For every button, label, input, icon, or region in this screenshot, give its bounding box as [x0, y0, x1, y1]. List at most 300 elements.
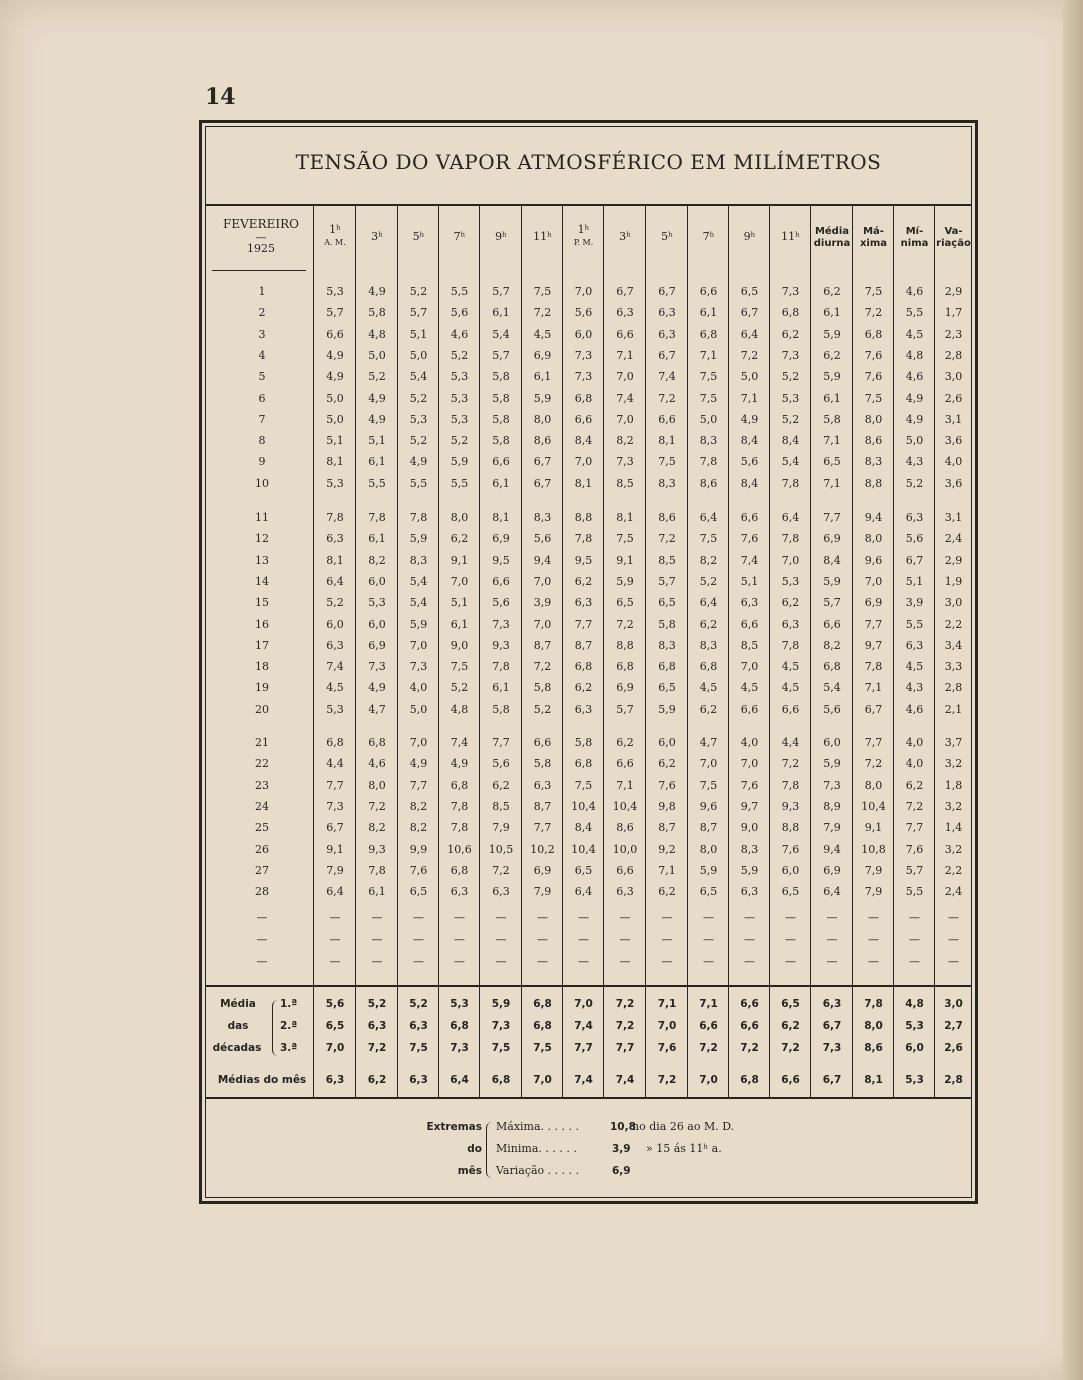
- table-cell: 9,8: [658, 800, 676, 813]
- table-cell: 7,0: [533, 575, 552, 588]
- table-cell: 6,4: [326, 575, 344, 588]
- empty-cell-dash: —: [785, 933, 796, 946]
- table-cell: 7,5: [533, 285, 552, 298]
- decade-cell: 7,7: [615, 1042, 635, 1054]
- table-cell: 5,6: [492, 596, 510, 609]
- table-cell: 2,6: [944, 392, 963, 405]
- table-cell: 6,5: [616, 596, 634, 609]
- table-cell: 7,6: [740, 779, 759, 792]
- table-cell: 7,3: [492, 618, 510, 631]
- table-cell: 9,9: [409, 843, 428, 856]
- month-mean-cell: 7,4: [574, 1074, 593, 1086]
- table-cell: 7,6: [864, 349, 883, 362]
- table-cell: 7,8: [781, 477, 800, 490]
- table-cell: 7,2: [658, 392, 676, 405]
- summary-bottom-rule: [206, 1097, 972, 1099]
- table-cell: 4,9: [450, 757, 469, 770]
- table-cell: 6,3: [533, 779, 552, 792]
- table-cell: 4,8: [905, 349, 924, 362]
- header-variacao-1: Va-: [944, 226, 963, 237]
- day-label: 22: [255, 757, 269, 770]
- decades-label-3: décadas: [212, 1042, 262, 1054]
- table-cell: 8,3: [658, 639, 676, 652]
- table-cell: 6,8: [574, 757, 593, 770]
- table-cell: 7,5: [864, 285, 883, 298]
- table-cell: 2,9: [944, 554, 963, 567]
- header-hour-3: 5ʰ: [412, 230, 425, 243]
- table-cell: 7,5: [864, 392, 883, 405]
- table-cell: 6,6: [616, 757, 634, 770]
- table-cell: 7,2: [533, 660, 552, 673]
- table-cell: 9,3: [368, 843, 386, 856]
- day-label: 7: [258, 413, 266, 426]
- table-cell: 6,6: [616, 864, 634, 877]
- table-cell: 8,0: [699, 843, 718, 856]
- table-cell: 7,0: [864, 575, 883, 588]
- table-cell: 4,9: [409, 757, 428, 770]
- table-cell: 5,5: [905, 885, 924, 898]
- table-cell: 8,3: [409, 554, 428, 567]
- month-mean-cell: 6,8: [740, 1074, 759, 1086]
- day-label: 11: [255, 511, 269, 524]
- table-cell: 7,9: [533, 885, 552, 898]
- table-cell: 6,3: [492, 885, 510, 898]
- extreme-max-value: 10,8: [610, 1121, 636, 1133]
- header-hour-8: 3ʰ: [619, 230, 631, 243]
- header-am: A. M.: [324, 238, 346, 247]
- table-cell: 7,7: [864, 736, 883, 749]
- table-cell: 7,8: [368, 864, 386, 877]
- table-cell: 6,3: [574, 703, 593, 716]
- day-label: 15: [255, 596, 269, 609]
- table-cell: 5,2: [409, 434, 428, 447]
- table-cell: 5,2: [533, 703, 552, 716]
- table-cell: 5,5: [905, 618, 924, 631]
- decade-cell: 7,2: [740, 1042, 759, 1054]
- table-cell: 7,7: [326, 779, 344, 792]
- table-cell: 9,3: [492, 639, 510, 652]
- table-cell: 7,9: [492, 821, 510, 834]
- extreme-min-note: » 15 ás 11ʰ a.: [646, 1142, 722, 1155]
- table-cell: 5,8: [658, 618, 676, 631]
- empty-cell-dash: —: [909, 955, 920, 968]
- table-cell: 9,5: [492, 554, 510, 567]
- table-cell: 6,2: [574, 575, 593, 588]
- day-label: 20: [255, 703, 269, 716]
- table-cell: 8,1: [492, 511, 510, 524]
- table-cell: 5,9: [823, 370, 841, 383]
- table-cell: 6,3: [740, 885, 759, 898]
- table-cell: 7,6: [864, 370, 883, 383]
- table-cell: 6,9: [823, 532, 841, 545]
- table-cell: 7,4: [326, 660, 344, 673]
- empty-cell-dash: —: [744, 955, 755, 968]
- header-variacao-2: riação: [936, 238, 971, 249]
- day-label: 5: [258, 370, 266, 383]
- table-cell: 7,1: [823, 477, 841, 490]
- table-cell: 7,2: [658, 532, 676, 545]
- table-cell: 4,9: [905, 392, 924, 405]
- decade-cell: 7,3: [450, 1042, 469, 1054]
- table-cell: 6,8: [574, 392, 593, 405]
- table-cell: 7,1: [823, 434, 841, 447]
- table-cell: 9,1: [616, 554, 634, 567]
- extremes-label-3: mês: [457, 1165, 482, 1177]
- table-cell: 4,5: [905, 328, 924, 341]
- table-cell: 5,4: [409, 370, 428, 383]
- table-cell: 5,3: [326, 285, 344, 298]
- decade-cell: 7,2: [699, 1042, 718, 1054]
- extreme-var-label: Variação . . . . .: [496, 1164, 580, 1177]
- table-cell: 6,6: [781, 703, 800, 716]
- table-cell: 7,2: [781, 757, 800, 770]
- table-cell: 7,6: [658, 779, 676, 792]
- table-cell: 10,2: [530, 843, 555, 856]
- table-cell: 5,0: [740, 370, 759, 383]
- table-cell: 7,2: [368, 800, 386, 813]
- table-cell: 5,6: [450, 306, 469, 319]
- month-mean-cell: 5,3: [905, 1074, 924, 1086]
- table-cell: 4,0: [409, 681, 428, 694]
- table-cell: 7,0: [533, 618, 552, 631]
- table-cell: 6,3: [616, 885, 634, 898]
- table-cell: 8,1: [326, 554, 344, 567]
- table-cell: 6,4: [699, 511, 718, 524]
- table-cell: 8,1: [574, 477, 593, 490]
- table-cell: 7,8: [409, 511, 428, 524]
- table-cell: 7,2: [533, 306, 552, 319]
- header-hour-10: 7ʰ: [702, 230, 715, 243]
- table-cell: 6,8: [326, 736, 344, 749]
- month-mean-cell: 6,4: [450, 1074, 469, 1086]
- extreme-min-label: Minima. . . . . .: [496, 1142, 577, 1155]
- table-cell: 8,3: [658, 477, 676, 490]
- month-mean-cell: 7,2: [657, 1074, 677, 1086]
- table-cell: 8,8: [616, 639, 634, 652]
- day-label: 8: [258, 434, 266, 447]
- table-cell: 7,5: [574, 779, 593, 792]
- header-hour-5: 9ʰ: [495, 230, 507, 243]
- table-cell: 9,7: [740, 800, 759, 813]
- table-cell: 6,2: [492, 779, 510, 792]
- header-hour-7: 1ʰ: [577, 223, 590, 236]
- table-cell: 6,6: [492, 455, 510, 468]
- table-cell: 7,9: [864, 885, 883, 898]
- table-cell: 5,0: [368, 349, 386, 362]
- table-cell: 4,9: [905, 413, 924, 426]
- table-cell: 6,0: [368, 618, 386, 631]
- empty-cell-dash: —: [909, 933, 920, 946]
- table-cell: 4,9: [740, 413, 759, 426]
- extremes-brace: [486, 1122, 493, 1178]
- table-cell: 8,5: [740, 639, 759, 652]
- table-cell: 6,2: [616, 736, 634, 749]
- table-cell: 7,7: [409, 779, 428, 792]
- table-cell: 4,9: [409, 455, 428, 468]
- empty-cell-dash: —: [826, 933, 838, 946]
- decades-label-2: das: [227, 1020, 249, 1032]
- table-cell: 7,5: [699, 392, 718, 405]
- table-cell: 8,8: [574, 511, 593, 524]
- table-cell: 6,6: [492, 575, 510, 588]
- table-cell: 6,0: [326, 618, 344, 631]
- table-cell: 6,4: [823, 885, 841, 898]
- table-cell: 4,3: [905, 455, 924, 468]
- table-cell: 5,2: [781, 370, 800, 383]
- table-cell: 5,9: [616, 575, 634, 588]
- decade-cell: 7,1: [699, 998, 718, 1010]
- table-cell: 6,8: [368, 736, 386, 749]
- header-year: 1925: [247, 242, 275, 255]
- table-cell: 8,4: [781, 434, 800, 447]
- empty-cell-dash: —: [826, 955, 838, 968]
- decade-cell: 6,8: [533, 1020, 552, 1032]
- table-cell: 8,7: [533, 800, 552, 813]
- table-cell: 7,0: [409, 736, 428, 749]
- day-label: 27: [255, 864, 269, 877]
- decade-cell: 6,5: [781, 998, 800, 1010]
- day-label: 9: [258, 455, 266, 468]
- table-title: TENSÃO DO VAPOR ATMOSFÉRICO EM MILÍMETROS: [295, 150, 882, 174]
- table-cell: 7,1: [616, 349, 634, 362]
- table-cell: 8,4: [574, 821, 593, 834]
- decade-cell: 7,1: [657, 998, 677, 1010]
- table-cell: 8,0: [864, 532, 883, 545]
- table-cell: 7,8: [450, 821, 469, 834]
- table-cell: 8,6: [864, 434, 883, 447]
- table-cell: 5,6: [574, 306, 593, 319]
- table-cell: 6,0: [574, 328, 593, 341]
- table-cell: 6,6: [533, 736, 552, 749]
- table-cell: 7,8: [326, 511, 344, 524]
- table-cell: 6,5: [658, 681, 676, 694]
- decade-cell: 7,5: [533, 1042, 552, 1054]
- page-edge: [1063, 0, 1083, 1380]
- table-cell: 8,4: [574, 434, 593, 447]
- table-cell: 9,0: [450, 639, 469, 652]
- empty-cell-dash: —: [329, 911, 341, 924]
- table-cell: 7,7: [905, 821, 924, 834]
- table-cell: 5,1: [409, 328, 428, 341]
- decade-ordinal: 2.ª: [280, 1020, 298, 1032]
- table-cell: 6,8: [864, 328, 883, 341]
- header-hour-4: 7ʰ: [453, 230, 466, 243]
- table-cell: 9,6: [864, 554, 883, 567]
- table-cell: 8,2: [409, 800, 428, 813]
- table-cell: 8,0: [864, 779, 883, 792]
- decade-cell: 7,8: [864, 998, 883, 1010]
- table-cell: 6,7: [533, 477, 552, 490]
- decade-cell: 5,3: [905, 1020, 924, 1032]
- table-cell: 7,0: [409, 639, 428, 652]
- table-cell: 7,5: [699, 532, 718, 545]
- decade-cell: 7,2: [367, 1042, 387, 1054]
- table-cell: 5,1: [326, 434, 344, 447]
- table-cell: 1,8: [944, 779, 963, 792]
- header-hour-12: 11ʰ: [781, 230, 800, 243]
- title-bottom-rule: [206, 204, 972, 206]
- month-mean-cell: 6,8: [491, 1074, 511, 1086]
- table-cell: 10,5: [488, 843, 514, 856]
- day-label: 2: [258, 306, 266, 319]
- table-cell: 7,0: [574, 285, 593, 298]
- month-mean-cell: 7,4: [615, 1074, 635, 1086]
- empty-cell-dash: —: [454, 955, 465, 968]
- decade-cell: 6,3: [367, 1020, 387, 1032]
- header-minima-1: Mí-: [905, 226, 924, 237]
- table-cell: 8,1: [326, 455, 344, 468]
- table-cell: 5,3: [450, 370, 469, 383]
- header-minima-2: nima: [900, 238, 929, 249]
- day-label: 10: [255, 477, 269, 490]
- table-cell: 6,2: [450, 532, 469, 545]
- header-dash: —: [255, 231, 267, 244]
- table-cell: 6,4: [740, 328, 759, 341]
- table-cell: 4,6: [450, 328, 469, 341]
- table-cell: 6,9: [533, 349, 552, 362]
- decade-cell: 6,3: [409, 1020, 428, 1032]
- table-cell: 8,5: [658, 554, 676, 567]
- day-label: 3: [258, 328, 266, 341]
- empty-cell-dash: —: [454, 911, 465, 924]
- empty-cell-dash: —: [948, 933, 959, 946]
- table-cell: 6,3: [658, 328, 676, 341]
- table-cell: 5,5: [450, 285, 469, 298]
- header-underline: [212, 270, 306, 271]
- table-cell: 2,4: [944, 885, 963, 898]
- table-cell: 5,1: [450, 596, 469, 609]
- month-mean-cell: 7,0: [533, 1074, 552, 1086]
- table-cell: 6,2: [699, 703, 718, 716]
- table-cell: 7,8: [781, 639, 800, 652]
- header-media-1: Média: [814, 226, 850, 237]
- table-cell: 4,4: [781, 736, 800, 749]
- table-cell: 5,8: [492, 392, 510, 405]
- decade-cell: 7,5: [409, 1042, 428, 1054]
- table-cell: 5,1: [905, 575, 924, 588]
- empty-cell-dash: —: [329, 955, 341, 968]
- table-cell: 6,3: [781, 618, 800, 631]
- empty-cell-dash: —: [537, 911, 548, 924]
- decade-ordinal: 3.ª: [280, 1042, 298, 1054]
- table-cell: 4,5: [905, 660, 924, 673]
- table-cell: 4,6: [905, 370, 924, 383]
- table-cell: 5,6: [740, 455, 759, 468]
- table-cell: 5,7: [409, 306, 428, 319]
- table-cell: 6,8: [574, 660, 593, 673]
- decade-cell: 6,2: [781, 1020, 800, 1032]
- table-cell: 5,9: [740, 864, 759, 877]
- empty-cell-dash: —: [703, 955, 714, 968]
- month-mean-cell: 6,2: [367, 1074, 387, 1086]
- table-cell: 7,0: [450, 575, 469, 588]
- empty-cell-dash: —: [619, 911, 631, 924]
- table-cell: 7,0: [616, 413, 634, 426]
- empty-cell-dash: —: [619, 933, 631, 946]
- decade-cell: 5,3: [450, 998, 469, 1010]
- empty-cell-dash: —: [948, 911, 959, 924]
- table-cell: 7,0: [781, 554, 800, 567]
- table-cell: 6,2: [699, 618, 718, 631]
- table-cell: 7,5: [450, 660, 469, 673]
- table-cell: 8,0: [450, 511, 469, 524]
- table-cell: 5,3: [326, 477, 344, 490]
- table-cell: 8,7: [574, 639, 593, 652]
- table-cell: 7,9: [326, 864, 344, 877]
- day-label: 26: [255, 843, 269, 856]
- table-cell: 7,2: [616, 618, 634, 631]
- table-cell: 6,7: [740, 306, 759, 319]
- table-cell: 4,5: [740, 681, 759, 694]
- empty-cell-dash: —: [703, 933, 714, 946]
- month-mean-cell: 7,0: [699, 1074, 718, 1086]
- table-cell: 8,3: [533, 511, 552, 524]
- table-cell: 8,2: [368, 554, 386, 567]
- table-cell: 4,9: [326, 349, 344, 362]
- table-cell: 4,5: [326, 681, 344, 694]
- empty-cell-dash: —: [661, 933, 673, 946]
- table-cell: 4,5: [781, 681, 800, 694]
- decade-cell: 6,8: [450, 1020, 469, 1032]
- table-cell: 8,2: [699, 554, 718, 567]
- table-cell: 5,0: [326, 413, 344, 426]
- header-maxima-1: Má-: [863, 226, 884, 237]
- table-cell: 5,0: [326, 392, 344, 405]
- decade-cell: 7,2: [781, 1042, 800, 1054]
- table-cell: 4,0: [905, 757, 924, 770]
- extreme-min-value: 3,9: [612, 1143, 631, 1155]
- decade-cell: 7,6: [657, 1042, 677, 1054]
- table-cell: 5,3: [781, 392, 800, 405]
- table-cell: 3,4: [944, 639, 963, 652]
- table-cell: 1,7: [944, 306, 963, 319]
- table-cell: 6,4: [574, 885, 593, 898]
- day-label: 21: [255, 736, 269, 749]
- decade-ordinal: 1.ª: [280, 998, 298, 1010]
- table-cell: 6,5: [574, 864, 593, 877]
- empty-cell-dash: —: [744, 933, 755, 946]
- table-cell: 6,7: [533, 455, 552, 468]
- table-cell: 6,5: [699, 885, 718, 898]
- table-cell: 5,9: [699, 864, 718, 877]
- table-cell: 3,0: [944, 596, 963, 609]
- table-cell: 6,3: [905, 639, 924, 652]
- table-cell: 10,6: [447, 843, 472, 856]
- table-cell: 5,9: [409, 532, 428, 545]
- table-cell: 5,0: [699, 413, 718, 426]
- table-cell: 6,8: [616, 660, 634, 673]
- table-cell: 6,8: [450, 864, 469, 877]
- table-cell: 5,3: [326, 703, 344, 716]
- table-cell: 8,4: [740, 434, 759, 447]
- table-cell: 5,5: [450, 477, 469, 490]
- empty-row-dash: —: [256, 955, 268, 968]
- table-cell: 6,2: [781, 328, 800, 341]
- table-cell: 7,1: [740, 392, 759, 405]
- month-mean-cell: 2,8: [944, 1074, 963, 1086]
- month-mean-cell: 8,1: [864, 1074, 883, 1086]
- empty-cell-dash: —: [909, 911, 920, 924]
- table-cell: 5,2: [905, 477, 924, 490]
- empty-cell-dash: —: [578, 955, 589, 968]
- day-label: 16: [255, 618, 269, 631]
- table-cell: 8,6: [533, 434, 552, 447]
- table-cell: 1,4: [944, 821, 963, 834]
- empty-cell-dash: —: [537, 955, 548, 968]
- table-cell: 7,4: [658, 370, 676, 383]
- table-cell: 8,9: [823, 800, 841, 813]
- decade-cell: 7,0: [325, 1042, 345, 1054]
